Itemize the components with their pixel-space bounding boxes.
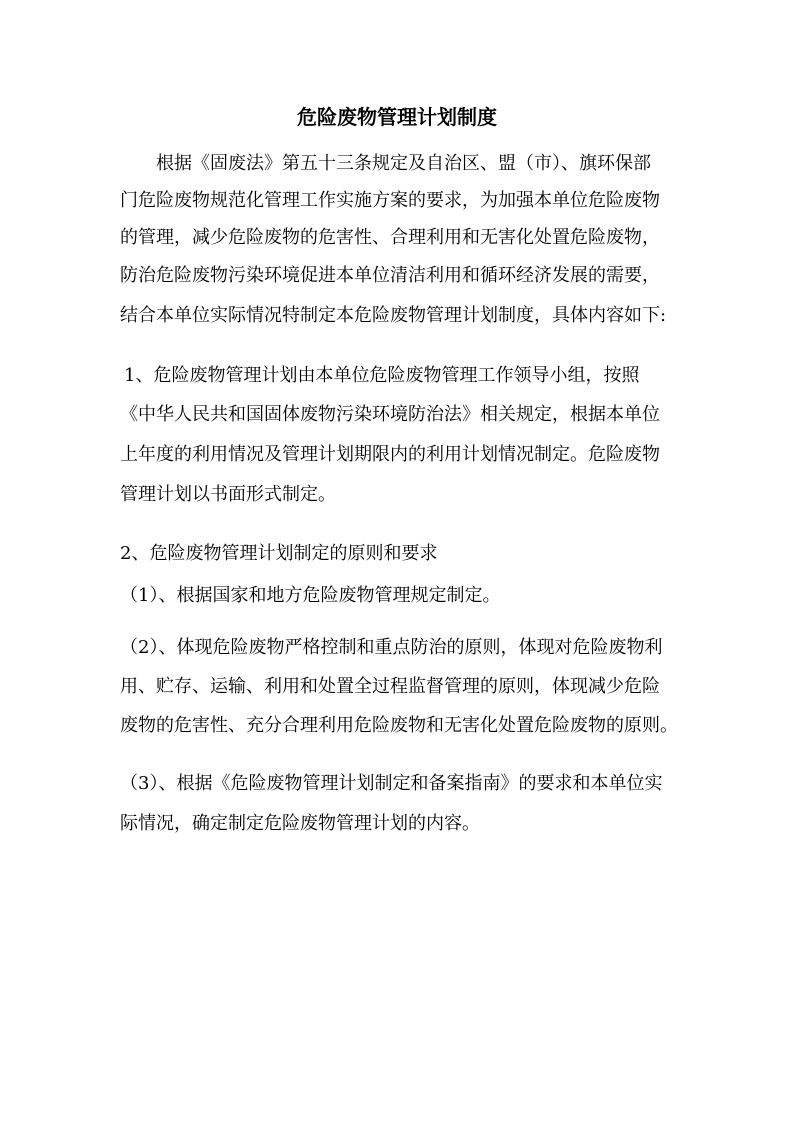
item2-2-line-3: 废物的危害性、充分合理利用危险废物和无害化处置危险废物的原则。 [120,715,678,736]
item2-1-line: （1）、根据国家和地方危险废物管理规定制定。 [120,585,501,606]
intro-line-1: 根据《固废法》第五十三条规定及自治区、盟（市）、旗环保部 [156,153,651,174]
item2-2-line-1: （2）、体现危险废物严格控制和重点防治的原则，体现对危险废物利 [120,637,663,658]
document-title: 危险废物管理计划制度 [297,105,497,129]
item1-line-1: 1、危险废物管理计划由本单位危险废物管理工作领导小组，按照 [124,365,640,386]
item1-line-2: 《中华人民共和国固体废物污染环境防治法》相关规定，根据本单位 [120,404,660,425]
item1-line-4: 管理计划以书面形式制定。 [120,484,336,505]
intro-line-5: 结合本单位实际情况特制定本危险废物管理计划制度，具体内容如下: [120,305,667,326]
item2-2-line-2: 用、贮存、运输、利用和处置全过程监督管理的原则，体现减少危险 [120,676,660,697]
item2-3-line-2: 际情况，确定制定危险废物管理计划的内容。 [120,813,480,834]
item2-heading: 2、危险废物管理计划制定的原则和要求 [120,543,438,564]
intro-line-4: 防治危险废物污染环境促进本单位清洁利用和循环经济发展的需要， [120,265,660,286]
item1-line-3: 上年度的利用情况及管理计划期限内的利用计划情况制定。危险废物 [120,444,660,465]
item2-3-line-1: （3）、根据《危险废物管理计划制定和备案指南》的要求和本单位实 [120,773,663,794]
intro-line-3: 的管理，减少危险废物的危害性、合理利用和无害化处置危险废物， [120,227,660,248]
intro-line-2: 门危险废物规范化管理工作实施方案的要求，为加强本单位危险废物 [120,190,660,211]
